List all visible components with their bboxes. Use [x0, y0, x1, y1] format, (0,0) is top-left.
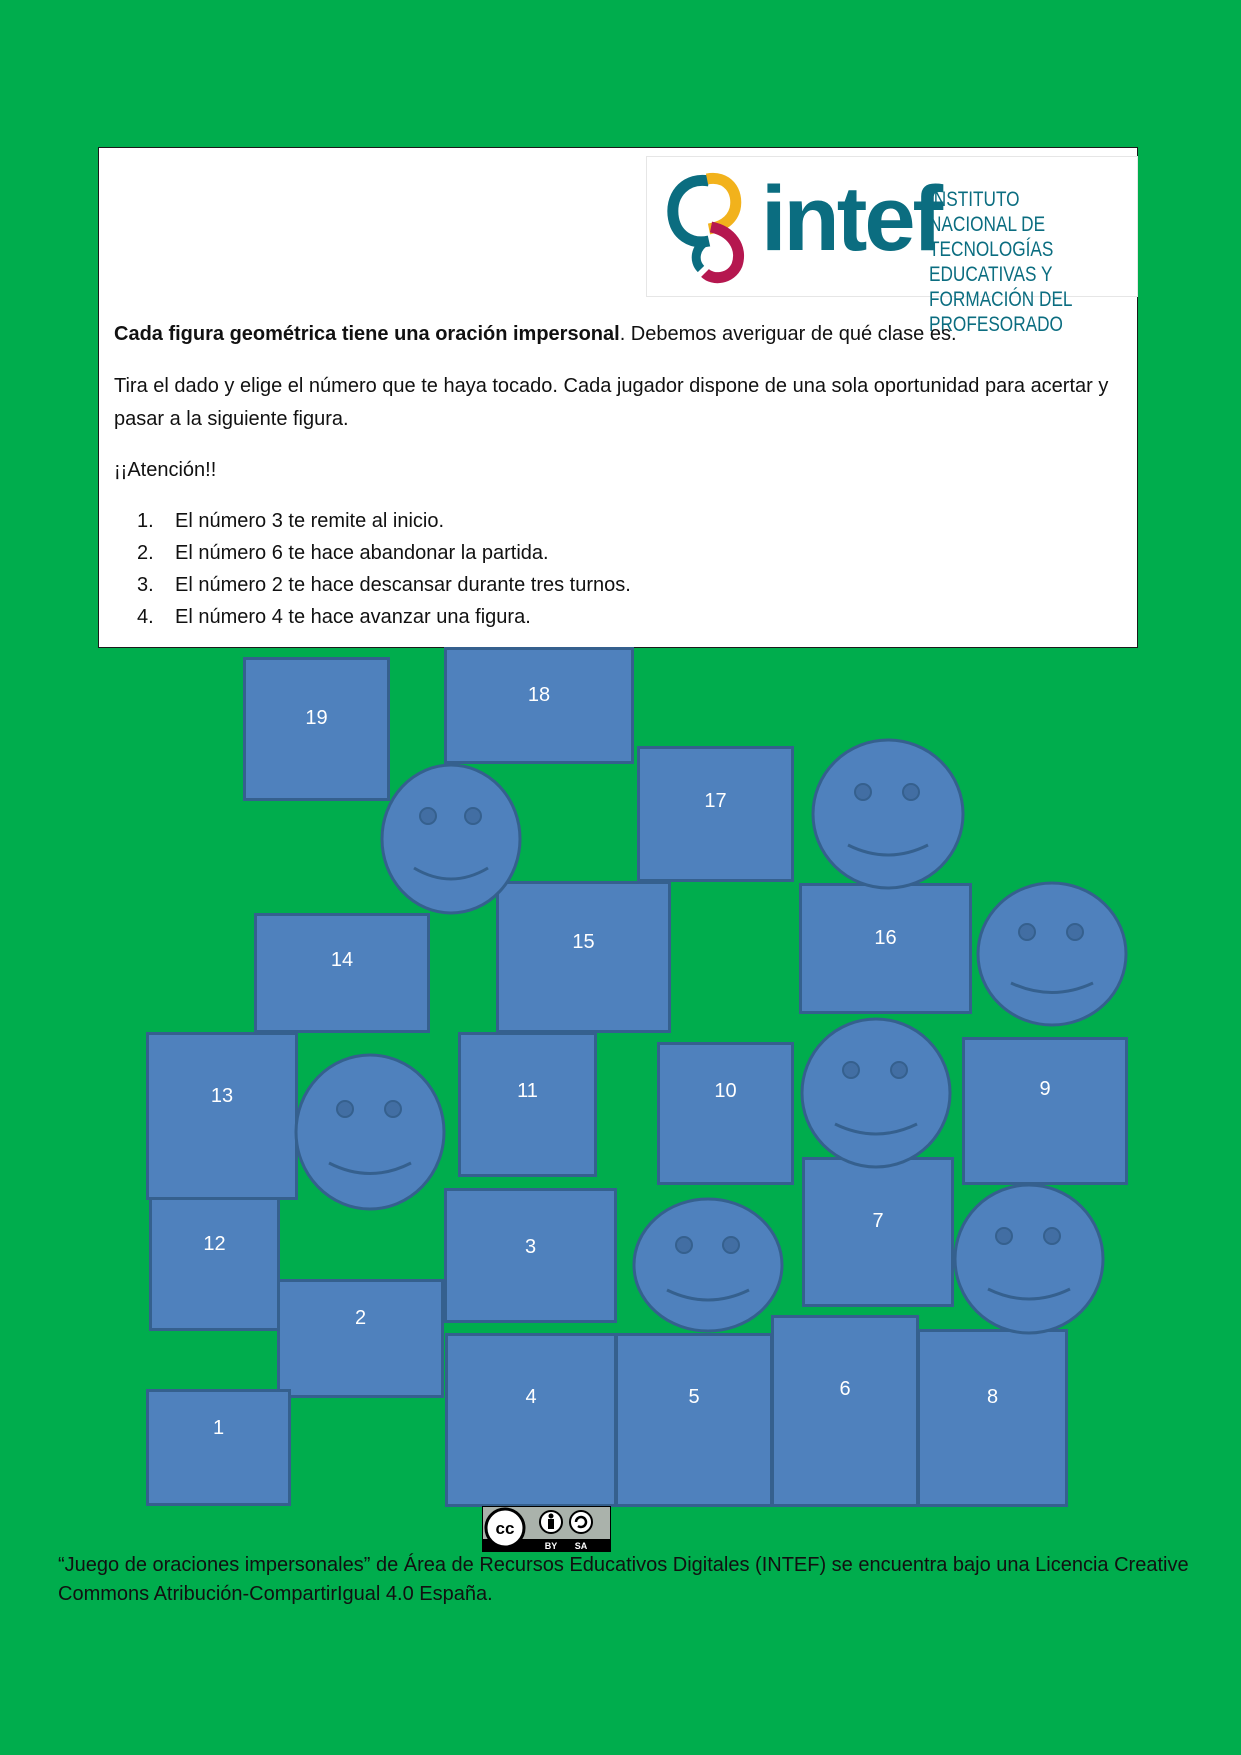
- smiley-face-icon[interactable]: [379, 762, 523, 916]
- smiley-face-icon[interactable]: [799, 1016, 953, 1170]
- board-square-4[interactable]: [445, 1333, 617, 1507]
- rule-item: [137, 537, 631, 569]
- board-square-11[interactable]: [458, 1032, 597, 1177]
- square-number: 8: [986, 1386, 999, 1408]
- square-number: 19: [305, 707, 328, 729]
- board-square-10[interactable]: [657, 1042, 794, 1185]
- square-number: 3: [524, 1236, 537, 1258]
- cc-by-sa-badge-icon[interactable]: [482, 1506, 611, 1552]
- square-number: 7: [872, 1210, 884, 1232]
- rule-text: El número 2 te hace descansar durante tres turnos.: [175, 574, 631, 596]
- rule-text: El número 6 te hace abandonar la partida.: [175, 542, 549, 564]
- board-square-7[interactable]: [802, 1157, 954, 1307]
- square-number: 12: [203, 1233, 226, 1255]
- instructions-card: [98, 147, 1138, 648]
- rule-number: 1.: [137, 510, 154, 532]
- square-number: 14: [330, 949, 354, 971]
- board-square-14[interactable]: [254, 913, 430, 1033]
- board-square-12[interactable]: [149, 1197, 280, 1331]
- dice-paragraph: Tira el dado y elige el número que te haya tocado. Cada jugador dispone de una sola oportunidad para acertar y pasar a la siguiente figura.: [114, 375, 1109, 430]
- square-number: 16: [874, 927, 897, 949]
- square-number: 18: [527, 684, 551, 706]
- board-square-17[interactable]: [637, 746, 794, 882]
- square-number: 1: [212, 1417, 225, 1439]
- square-number: 15: [572, 931, 595, 953]
- square-number: 13: [210, 1085, 234, 1107]
- smiley-face-icon[interactable]: [293, 1052, 447, 1212]
- square-number: 6: [839, 1378, 851, 1400]
- board-square-8[interactable]: [917, 1329, 1068, 1507]
- board-square-2[interactable]: [277, 1279, 444, 1398]
- square-number: 5: [688, 1386, 700, 1408]
- rule-item: [137, 505, 631, 537]
- smiley-face-icon[interactable]: [631, 1196, 785, 1334]
- square-number: 10: [714, 1080, 737, 1102]
- square-number: 4: [525, 1386, 537, 1408]
- intro-bold: Cada figura geométrica tiene una oración impersonal: [114, 323, 620, 345]
- logo-wordmark: intef: [761, 168, 941, 270]
- rule-text: El número 3 te remite al inicio.: [175, 510, 445, 532]
- rule-number: 2.: [137, 542, 154, 564]
- rule-number: 4.: [137, 606, 154, 628]
- intro-paragraph: [114, 318, 1124, 351]
- smiley-face-icon[interactable]: [952, 1182, 1106, 1336]
- rule-item: [137, 601, 631, 633]
- square-number: 11: [517, 1080, 538, 1102]
- board-square-9[interactable]: [962, 1037, 1128, 1185]
- attention-heading: ¡¡Atención!!: [114, 459, 217, 481]
- board-square-5[interactable]: [615, 1333, 773, 1507]
- board-square-1[interactable]: [146, 1389, 291, 1506]
- cc-by-label: BY: [544, 1541, 558, 1551]
- logo-subtitle: INSTITUTO NACIONAL DE TECNOLOGÍAS EDUCATIVAS Y FORMACIÓN DEL PROFESORADO: [929, 188, 1072, 336]
- square-number: 9: [1039, 1078, 1051, 1100]
- square-number: 2: [354, 1307, 367, 1329]
- board-square-13[interactable]: [146, 1032, 298, 1200]
- license-text: “Juego de oraciones impersonales” de Área de Recursos Educativos Digitales (INTEF) se encuentra bajo una Licencia Creative Commons Atribución-CompartirIgual 4.0 España.: [58, 1554, 1189, 1605]
- rules-list: [137, 505, 631, 633]
- rule-item: [137, 569, 631, 601]
- intro-rest: . Debemos averiguar de qué clase es.: [619, 323, 957, 345]
- smiley-face-icon[interactable]: [975, 880, 1129, 1028]
- board-square-18[interactable]: [444, 647, 634, 764]
- board-square-3[interactable]: [444, 1188, 617, 1323]
- rule-number: 3.: [137, 574, 154, 596]
- cc-label: cc: [495, 1519, 515, 1538]
- board-square-6[interactable]: [771, 1315, 919, 1507]
- smiley-face-icon[interactable]: [810, 737, 966, 891]
- board-square-19[interactable]: [243, 657, 390, 801]
- board-square-16[interactable]: [799, 883, 972, 1014]
- square-number: 17: [704, 790, 727, 812]
- cc-sa-label: SA: [574, 1541, 588, 1551]
- rule-text: El número 4 te hace avanzar una figura.: [175, 606, 531, 628]
